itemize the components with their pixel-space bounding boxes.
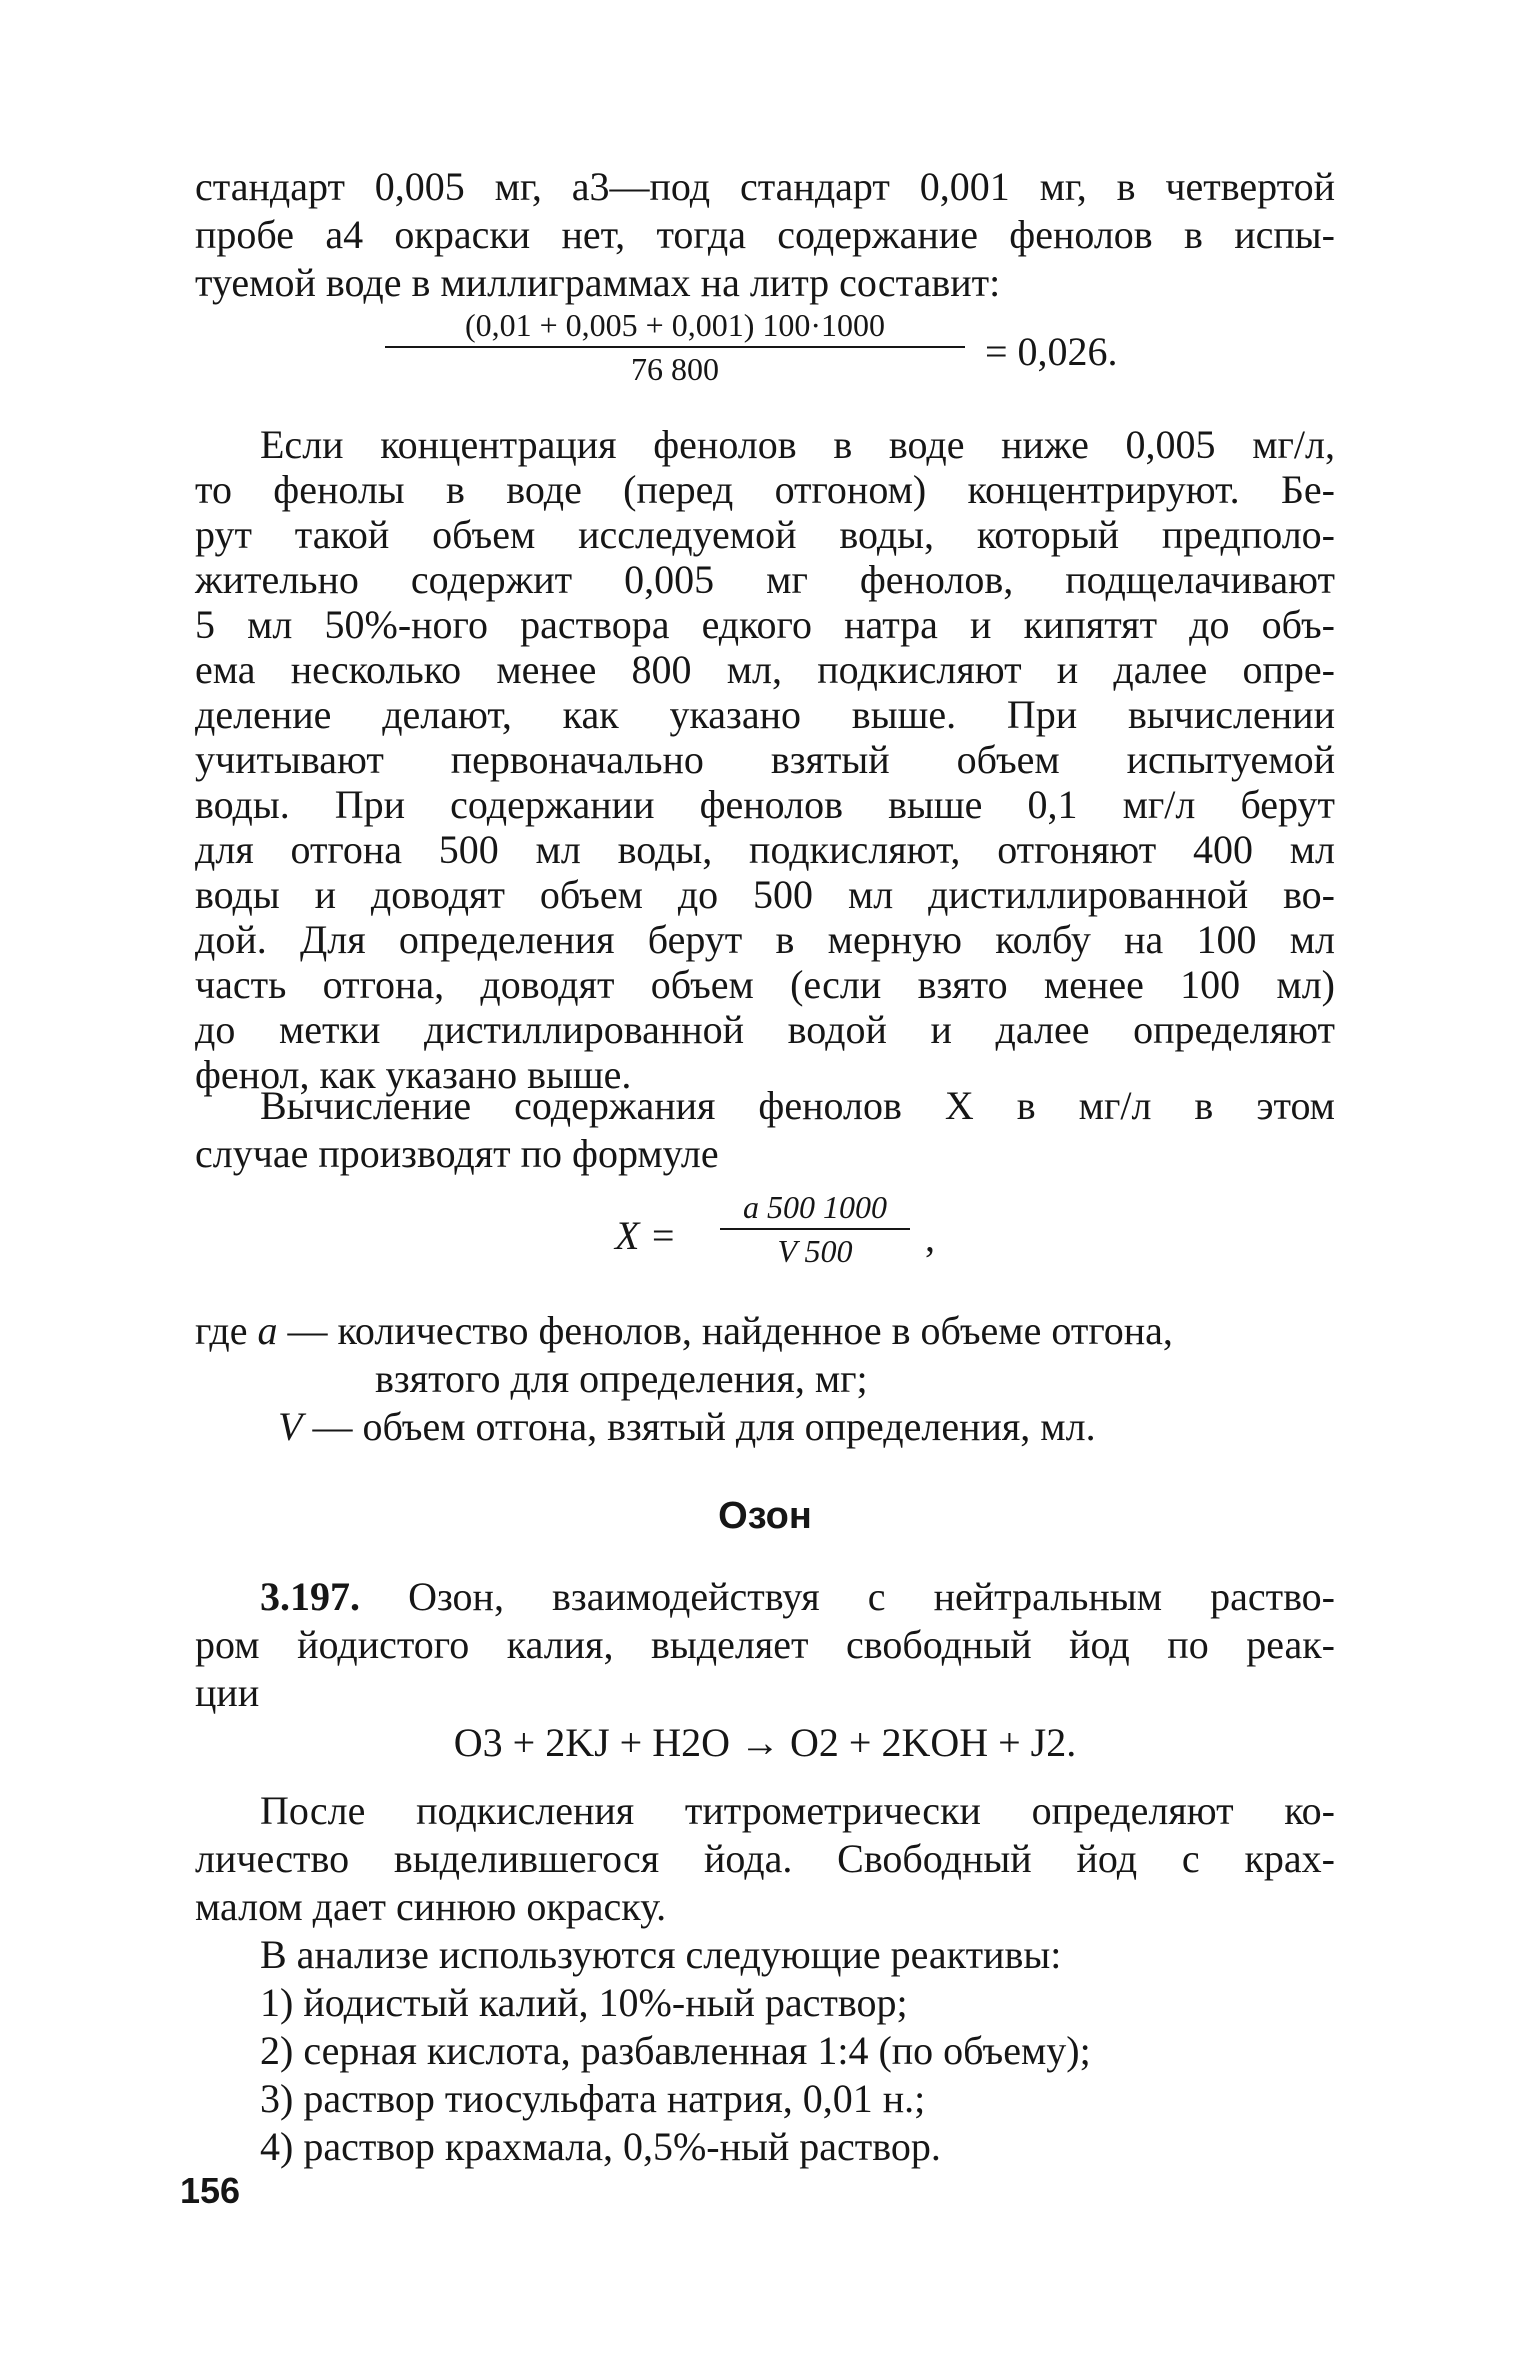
fraction-bar xyxy=(385,346,965,348)
paragraph-line: для отгона 500 мл воды, подкисляют, отгоняют 400 мл xyxy=(195,827,1335,872)
paragraph-line: фенол, как указано выше. xyxy=(195,1052,632,1097)
formula-result: = 0,026. xyxy=(985,329,1118,374)
reagent-item: 1) йодистый калий, 10%-ный раствор; xyxy=(260,1980,908,2025)
formula-denominator: V 500 xyxy=(777,1233,853,1269)
section-number: 3.197. xyxy=(260,1574,360,1619)
paragraph-line: 3.197. Озон, взаимодействуя с нейтральным раство- xyxy=(260,1574,1336,1619)
legend-line xyxy=(195,1307,1335,1355)
paragraph-line: дой. Для определения берут в мерную колбу на 100 мл xyxy=(195,917,1335,962)
paragraph-line: случае производят по формуле xyxy=(195,1131,719,1176)
reagent-item: 4) раствор крахмала, 0,5%-ный раствор. xyxy=(260,2124,941,2169)
paragraph-line: После подкисления титрометрически определяют ко- xyxy=(260,1788,1335,1833)
paragraph-line: Если концентрация фенолов в воде ниже 0,005 мг/л, xyxy=(260,422,1335,467)
legend-where: где xyxy=(195,1308,248,1353)
legend-line: взятого для определения, мг; xyxy=(375,1356,868,1401)
legend-symbol-a: a xyxy=(257,1308,278,1353)
formula-fraction xyxy=(385,306,965,388)
paragraph-line: воды и доводят объем до 500 мл дистиллированной во- xyxy=(195,872,1335,917)
legend-v-definition: — объем отгона, взятый для определения, мл. xyxy=(312,1404,1096,1449)
reaction-equation: O3 + 2KJ + H2O → O2 + 2KOH + J2. xyxy=(453,1720,1077,1765)
formula-trail: , xyxy=(925,1215,935,1260)
legend-symbol-v: V xyxy=(278,1404,303,1449)
page-number: 156 xyxy=(180,2170,241,2211)
paragraph-line: жительно содержит 0,005 мг фенолов, подщелачивают xyxy=(195,557,1335,602)
paragraph-line: личество выделившегося йода. Свободный йод с крах- xyxy=(195,1836,1335,1881)
fraction-bar xyxy=(720,1228,910,1230)
paragraph-line: до метки дистиллированной водой и далее определяют xyxy=(195,1007,1335,1052)
paragraph-line: воды. При содержании фенолов выше 0,1 мг/л берут xyxy=(195,782,1335,827)
paragraph-line: пробе a4 окраски нет, тогда содержание фенолов в испы- xyxy=(195,212,1335,257)
paragraph-line: ции xyxy=(195,1670,260,1715)
formula-numerator: (0,01 + 0,005 + 0,001) 100·1000 xyxy=(464,307,886,343)
reagent-item: 3) раствор тиосульфата натрия, 0,01 н.; xyxy=(260,2076,926,2121)
paragraph-line: рут такой объем исследуемой воды, который предполо- xyxy=(195,512,1335,557)
paragraph-line: учитывают первоначально взятый объем испытуемой xyxy=(195,737,1335,782)
reagents-intro: В анализе используются следующие реактивы: xyxy=(260,1932,1062,1977)
paragraph-line: ром йодистого калия, выделяет свободный йод по реак- xyxy=(195,1622,1335,1667)
paragraph-line: малом дает синюю окраску. xyxy=(195,1884,667,1929)
paragraph-line: стандарт 0,005 мг, a3—под стандарт 0,001 мг, в четвертой xyxy=(195,164,1335,209)
paragraph-line: Вычисление содержания фенолов X в мг/л в этом xyxy=(260,1083,1335,1128)
paragraph-line: туемой воде в миллиграммах на литр составит: xyxy=(195,260,1001,305)
legend-a-definition: — количество фенолов, найденное в объеме отгона, xyxy=(287,1308,1173,1353)
paragraph-line: деление делают, как указано выше. При вычислении xyxy=(195,692,1335,737)
formula-lhs: X = xyxy=(615,1213,677,1258)
paragraph-line: ема несколько менее 800 мл, подкисляют и далее опре- xyxy=(195,647,1335,692)
formula-fraction xyxy=(720,1188,910,1270)
reagent-item: 2) серная кислота, разбавленная 1:4 (по объему); xyxy=(260,2028,1091,2073)
paragraph-line: часть отгона, доводят объем (если взято менее 100 мл) xyxy=(195,962,1335,1007)
formula-denominator: 76 800 xyxy=(631,351,719,387)
formula-numerator: a 500 1000 xyxy=(743,1189,887,1225)
paragraph-line: то фенолы в воде (перед отгоном) концентрируют. Бе- xyxy=(195,467,1335,512)
section-title: Озон xyxy=(718,1495,812,1537)
paragraph-line: 5 мл 50%-ного раствора едкого натра и кипятят до объ- xyxy=(195,602,1335,647)
legend-line xyxy=(278,1403,1335,1451)
